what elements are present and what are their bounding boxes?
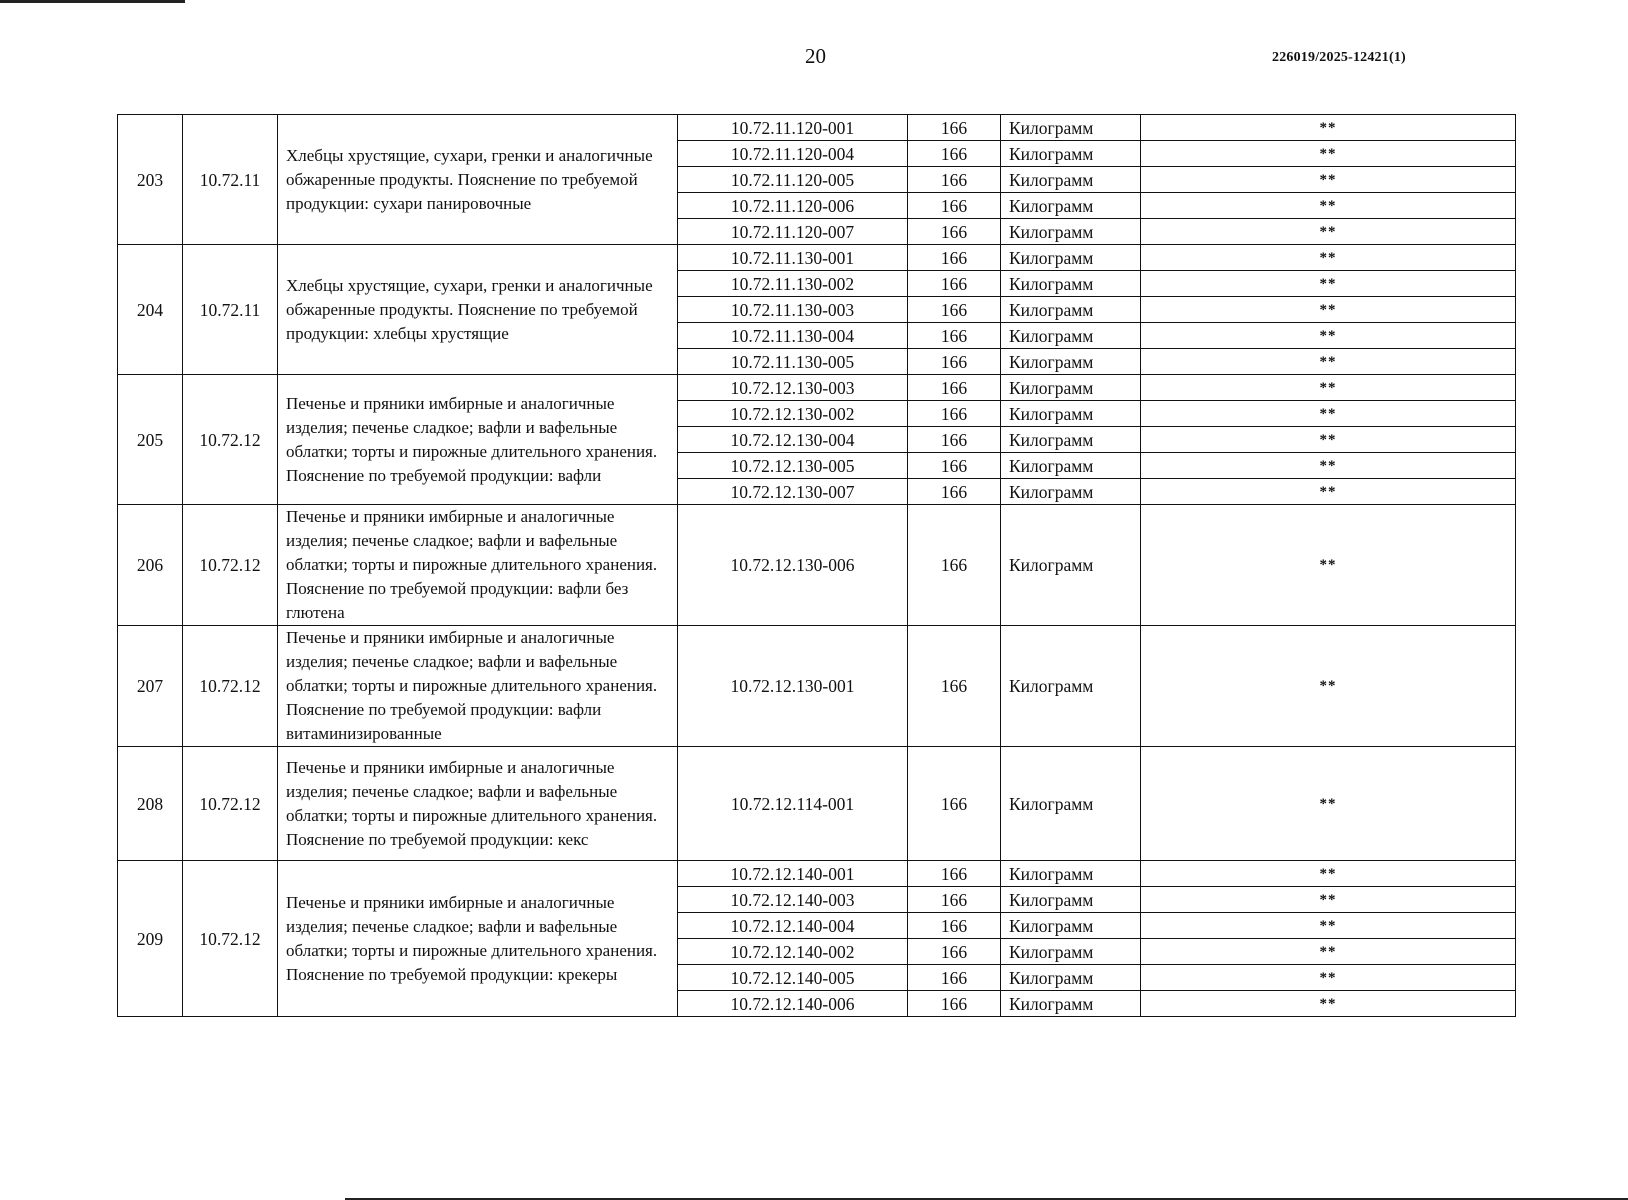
ktru-code-cell: 10.72.11.130-005 — [678, 349, 908, 375]
price-cell: ** — [1141, 626, 1516, 747]
ktru-code-cell: 10.72.12.114-001 — [678, 747, 908, 861]
ktru-code-cell: 10.72.12.130-004 — [678, 427, 908, 453]
price-cell: ** — [1141, 427, 1516, 453]
okpd2-code-cell: 10.72.12 — [183, 505, 278, 626]
ktru-code-cell: 10.72.11.130-003 — [678, 297, 908, 323]
okei-code-cell: 166 — [908, 115, 1001, 141]
price-cell: ** — [1141, 323, 1516, 349]
okei-code-cell: 166 — [908, 747, 1001, 861]
okei-code-cell: 166 — [908, 271, 1001, 297]
ktru-code-cell: 10.72.11.120-001 — [678, 115, 908, 141]
unit-name-cell: Килограмм — [1001, 167, 1141, 193]
row-number-cell: 208 — [118, 747, 183, 861]
okpd2-code-cell: 10.72.11 — [183, 245, 278, 375]
row-number-cell: 204 — [118, 245, 183, 375]
okei-code-cell: 166 — [908, 323, 1001, 349]
document-id: 226019/2025-12421(1) — [1272, 50, 1406, 65]
ktru-code-cell: 10.72.12.140-001 — [678, 861, 908, 887]
okei-code-cell: 166 — [908, 505, 1001, 626]
okei-code-cell: 166 — [908, 626, 1001, 747]
okei-code-cell: 166 — [908, 401, 1001, 427]
ktru-code-cell: 10.72.12.140-003 — [678, 887, 908, 913]
unit-name-cell: Килограмм — [1001, 271, 1141, 297]
okei-code-cell: 166 — [908, 141, 1001, 167]
goods-table-body — [118, 115, 1516, 1017]
okpd2-code-cell: 10.72.12 — [183, 375, 278, 505]
ktru-code-cell: 10.72.11.130-004 — [678, 323, 908, 349]
price-cell: ** — [1141, 115, 1516, 141]
product-description-cell: Печенье и пряники имбирные и аналогичные изделия; печенье сладкое; вафли и вафельные облатки; торты и пирожные длительного хранения. Пояснение по требуемой продукции: вафли без глютена — [278, 505, 678, 626]
unit-name-cell: Килограмм — [1001, 479, 1141, 505]
ktru-code-cell: 10.72.11.120-006 — [678, 193, 908, 219]
okei-code-cell: 166 — [908, 887, 1001, 913]
ktru-code-cell: 10.72.12.140-004 — [678, 913, 908, 939]
price-cell: ** — [1141, 479, 1516, 505]
ktru-code-cell: 10.72.11.130-001 — [678, 245, 908, 271]
price-cell: ** — [1141, 271, 1516, 297]
table-row — [118, 861, 1516, 887]
unit-name-cell: Килограмм — [1001, 141, 1141, 167]
product-description-cell: Хлебцы хрустящие, сухари, гренки и аналогичные обжаренные продукты. Пояснение по требуемой продукции: хлебцы хрустящие — [278, 245, 678, 375]
ktru-code-cell: 10.72.12.130-005 — [678, 453, 908, 479]
okei-code-cell: 166 — [908, 479, 1001, 505]
okpd2-code-cell: 10.72.11 — [183, 115, 278, 245]
price-cell: ** — [1141, 245, 1516, 271]
okei-code-cell: 166 — [908, 427, 1001, 453]
product-description-cell: Печенье и пряники имбирные и аналогичные изделия; печенье сладкое; вафли и вафельные облатки; торты и пирожные длительного хранения. Пояснение по требуемой продукции: вафли — [278, 375, 678, 505]
unit-name-cell: Килограмм — [1001, 453, 1141, 479]
okei-code-cell: 166 — [908, 991, 1001, 1017]
unit-name-cell: Килограмм — [1001, 375, 1141, 401]
price-cell: ** — [1141, 401, 1516, 427]
table-row — [118, 115, 1516, 141]
unit-name-cell: Килограмм — [1001, 349, 1141, 375]
ktru-code-cell: 10.72.12.130-002 — [678, 401, 908, 427]
unit-name-cell: Килограмм — [1001, 245, 1141, 271]
product-description-cell: Печенье и пряники имбирные и аналогичные изделия; печенье сладкое; вафли и вафельные облатки; торты и пирожные длительного хранения. Пояснение по требуемой продукции: вафли витаминизированные — [278, 626, 678, 747]
okei-code-cell: 166 — [908, 939, 1001, 965]
okpd2-code-cell: 10.72.12 — [183, 626, 278, 747]
price-cell: ** — [1141, 965, 1516, 991]
unit-name-cell: Килограмм — [1001, 991, 1141, 1017]
row-number-cell: 205 — [118, 375, 183, 505]
ktru-code-cell: 10.72.12.140-006 — [678, 991, 908, 1017]
okei-code-cell: 166 — [908, 297, 1001, 323]
row-number-cell: 206 — [118, 505, 183, 626]
unit-name-cell: Килограмм — [1001, 401, 1141, 427]
ktru-code-cell: 10.72.12.130-007 — [678, 479, 908, 505]
okei-code-cell: 166 — [908, 913, 1001, 939]
row-number-cell: 209 — [118, 861, 183, 1017]
price-cell: ** — [1141, 141, 1516, 167]
price-cell: ** — [1141, 747, 1516, 861]
unit-name-cell: Килограмм — [1001, 626, 1141, 747]
product-description-cell: Печенье и пряники имбирные и аналогичные изделия; печенье сладкое; вафли и вафельные облатки; торты и пирожные длительного хранения. Пояснение по требуемой продукции: крекеры — [278, 861, 678, 1017]
scan-edge-mark-top — [0, 0, 185, 3]
price-cell: ** — [1141, 505, 1516, 626]
okei-code-cell: 166 — [908, 861, 1001, 887]
ktru-code-cell: 10.72.12.130-003 — [678, 375, 908, 401]
table-row — [118, 245, 1516, 271]
ktru-code-cell: 10.72.11.120-007 — [678, 219, 908, 245]
ktru-code-cell: 10.72.12.140-005 — [678, 965, 908, 991]
table-row — [118, 747, 1516, 861]
unit-name-cell: Килограмм — [1001, 913, 1141, 939]
table-row — [118, 626, 1516, 747]
price-cell: ** — [1141, 991, 1516, 1017]
price-cell: ** — [1141, 913, 1516, 939]
row-number-cell: 207 — [118, 626, 183, 747]
okei-code-cell: 166 — [908, 349, 1001, 375]
product-description-cell: Печенье и пряники имбирные и аналогичные изделия; печенье сладкое; вафли и вафельные облатки; торты и пирожные длительного хранения. Пояснение по требуемой продукции: кекс — [278, 747, 678, 861]
unit-name-cell: Килограмм — [1001, 505, 1141, 626]
okei-code-cell: 166 — [908, 375, 1001, 401]
okpd2-code-cell: 10.72.12 — [183, 861, 278, 1017]
okei-code-cell: 166 — [908, 245, 1001, 271]
ktru-code-cell: 10.72.12.140-002 — [678, 939, 908, 965]
table-row — [118, 375, 1516, 401]
page-number: 20 — [805, 44, 826, 68]
price-cell: ** — [1141, 193, 1516, 219]
unit-name-cell: Килограмм — [1001, 939, 1141, 965]
price-cell: ** — [1141, 375, 1516, 401]
unit-name-cell: Килограмм — [1001, 887, 1141, 913]
price-cell: ** — [1141, 297, 1516, 323]
price-cell: ** — [1141, 453, 1516, 479]
unit-name-cell: Килограмм — [1001, 323, 1141, 349]
unit-name-cell: Килограмм — [1001, 427, 1141, 453]
ktru-code-cell: 10.72.12.130-001 — [678, 626, 908, 747]
okei-code-cell: 166 — [908, 167, 1001, 193]
price-cell: ** — [1141, 219, 1516, 245]
ktru-code-cell: 10.72.11.120-005 — [678, 167, 908, 193]
okei-code-cell: 166 — [908, 965, 1001, 991]
okei-code-cell: 166 — [908, 453, 1001, 479]
price-cell: ** — [1141, 861, 1516, 887]
row-number-cell: 203 — [118, 115, 183, 245]
ktru-code-cell: 10.72.12.130-006 — [678, 505, 908, 626]
goods-table — [117, 114, 1516, 1017]
unit-name-cell: Килограмм — [1001, 297, 1141, 323]
unit-name-cell: Килограмм — [1001, 965, 1141, 991]
unit-name-cell: Килограмм — [1001, 115, 1141, 141]
price-cell: ** — [1141, 349, 1516, 375]
okei-code-cell: 166 — [908, 219, 1001, 245]
table-row — [118, 505, 1516, 626]
price-cell: ** — [1141, 887, 1516, 913]
unit-name-cell: Килограмм — [1001, 193, 1141, 219]
unit-name-cell: Килограмм — [1001, 219, 1141, 245]
ktru-code-cell: 10.72.11.130-002 — [678, 271, 908, 297]
okpd2-code-cell: 10.72.12 — [183, 747, 278, 861]
okei-code-cell: 166 — [908, 193, 1001, 219]
price-cell: ** — [1141, 167, 1516, 193]
ktru-code-cell: 10.72.11.120-004 — [678, 141, 908, 167]
price-cell: ** — [1141, 939, 1516, 965]
unit-name-cell: Килограмм — [1001, 861, 1141, 887]
unit-name-cell: Килограмм — [1001, 747, 1141, 861]
product-description-cell: Хлебцы хрустящие, сухари, гренки и аналогичные обжаренные продукты. Пояснение по требуемой продукции: сухари панировочные — [278, 115, 678, 245]
